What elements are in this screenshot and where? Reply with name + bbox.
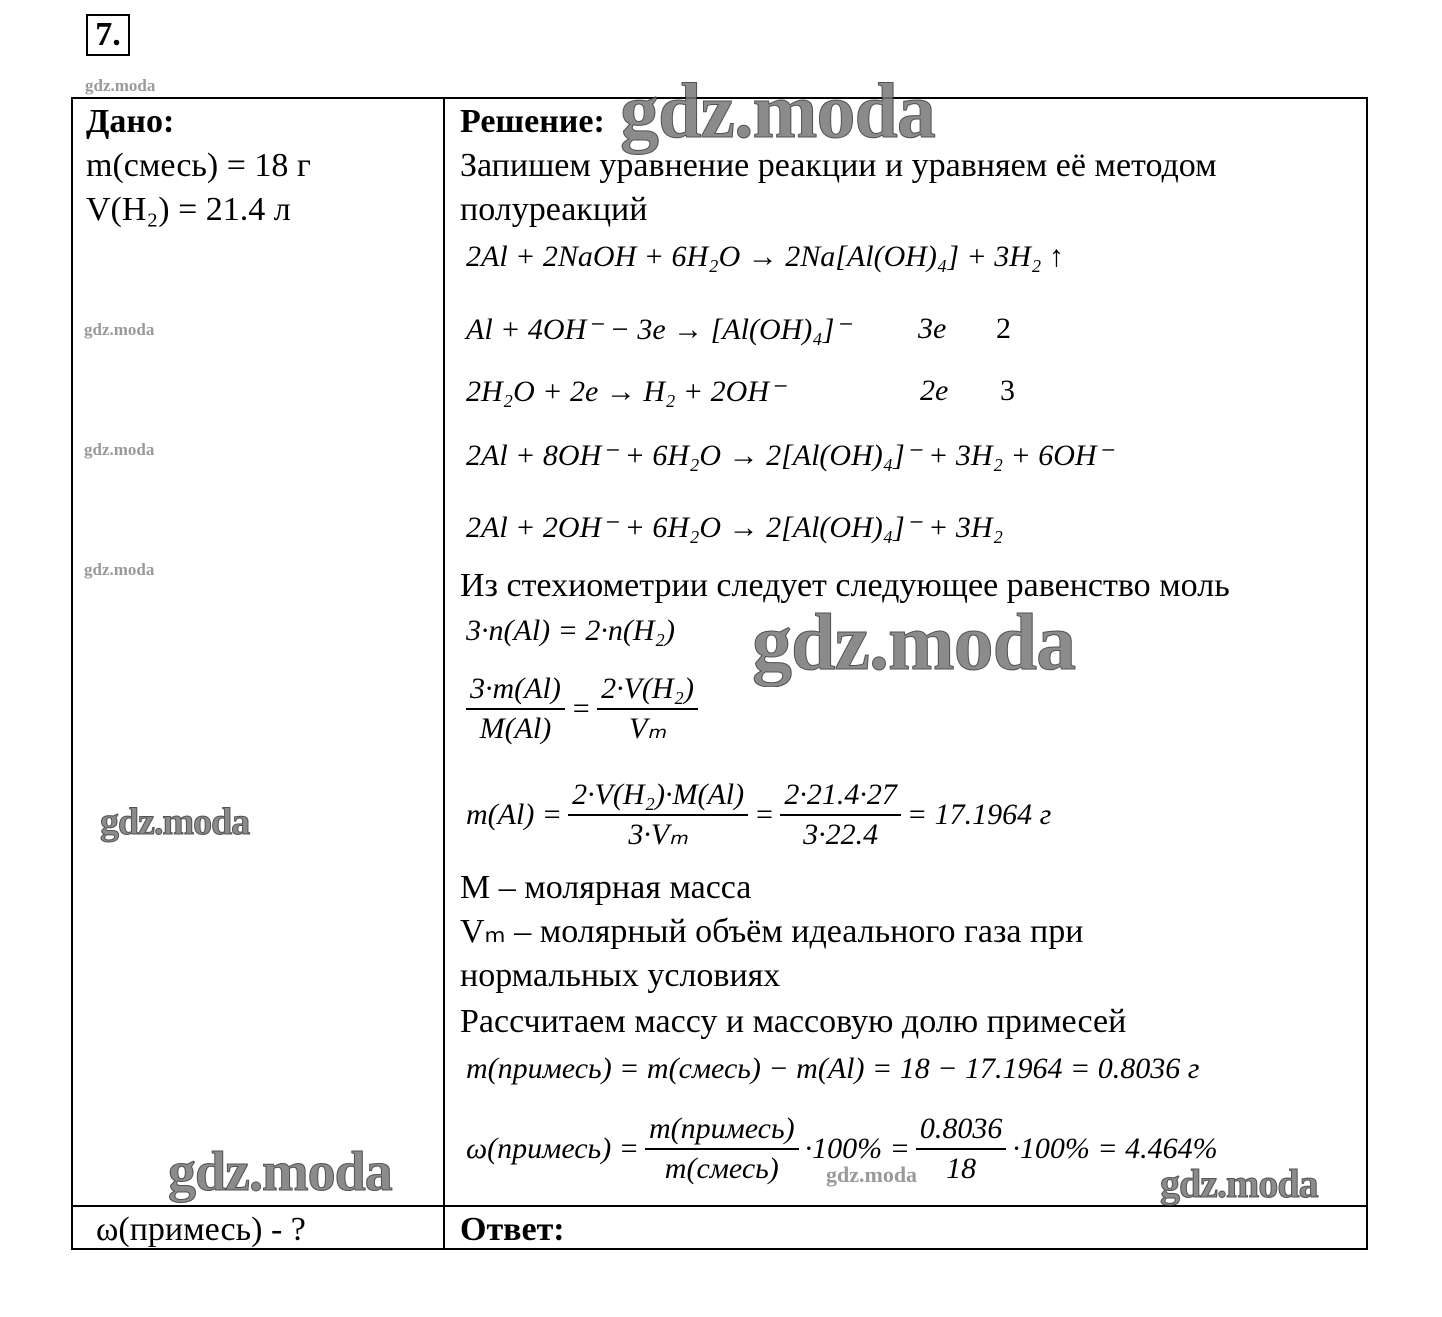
note: нормальных условиях: [460, 957, 781, 994]
lhs: m(Al) =: [466, 798, 563, 831]
equation-molecular: 2Al + 2NaOH + 6H₂O → 2Na[Al(OH)₄] + 3H₂ ↑: [466, 240, 1064, 273]
denominator: m(смесь): [664, 1152, 779, 1185]
watermark: gdz.moda: [826, 1162, 918, 1187]
find-quantity: ω(примесь) - ?: [96, 1211, 306, 1248]
watermark: gdz.moda: [84, 560, 155, 579]
given-title: Дано:: [86, 103, 175, 140]
watermark: gdz.moda: [620, 67, 935, 154]
denominator: 18: [946, 1152, 977, 1185]
equation-ionic-sum: 2Al + 8OH⁻ + 6H₂O → 2[Al(OH)₄]⁻ + 3H₂ + 6OH⁻: [466, 439, 1113, 472]
ratio-formula: [466, 670, 698, 748]
numerator: 0.8036: [916, 1110, 1007, 1150]
answer-label: Ответ:: [460, 1211, 565, 1248]
coefficient: 2: [996, 312, 1011, 345]
mass-al-formula: [466, 776, 1051, 854]
watermark: gdz.moda: [168, 1141, 392, 1203]
denominator: M(Al): [479, 712, 552, 745]
lhs: ω(примесь) =: [466, 1132, 639, 1165]
watermark: gdz.moda: [84, 320, 155, 339]
numerator: 2·21.4·27: [780, 776, 901, 816]
column-divider: [443, 97, 445, 1250]
task-number: 7.: [86, 14, 130, 56]
watermark: gdz.moda: [1160, 1161, 1318, 1206]
coefficient: 3: [1000, 374, 1015, 407]
impurity-mass: m(примесь) = m(смесь) − m(Al) = 18 − 17.1964 = 0.8036 г: [466, 1052, 1200, 1085]
note: Рассчитаем массу и массовую долю примесей: [460, 1003, 1127, 1040]
equation-ionic-short: 2Al + 2OH⁻ + 6H₂O → 2[Al(OH)₄]⁻ + 3H₂: [466, 511, 1003, 544]
electrons: 3e: [918, 312, 947, 345]
equals: =: [570, 692, 592, 725]
half-reaction-oxidation: Al + 4OH⁻ − 3e → [Al(OH)₄]⁻: [466, 313, 851, 346]
given-volume: V(H₂) = 21.4 л: [86, 191, 291, 228]
note: M – молярная масса: [460, 869, 752, 906]
denominator: Vₘ: [629, 712, 667, 745]
mid: ·100% =: [804, 1132, 910, 1165]
electrons: 2e: [920, 374, 949, 407]
result: ·100% = 4.464%: [1012, 1132, 1218, 1165]
watermark: gdz.moda: [85, 76, 156, 95]
note: Vₘ – молярный объём идеального газа при: [460, 913, 1084, 950]
numerator: m(примесь): [645, 1110, 799, 1150]
numerator: 3·m(Al): [466, 670, 565, 710]
solution-title: Решение:: [460, 103, 605, 140]
numerator: 2·V(H₂)·M(Al): [568, 776, 748, 816]
result: = 17.1964 г: [906, 798, 1052, 831]
equals: =: [754, 798, 775, 831]
half-reaction-reduction: 2H₂O + 2e → H₂ + 2OH⁻: [466, 375, 785, 408]
watermark: gdz.moda: [84, 440, 155, 459]
stoich-text: Из стехиометрии следует следующее равенство моль: [460, 567, 1230, 604]
denominator: 3·22.4: [803, 818, 879, 851]
given-mass: m(смесь) = 18 г: [86, 147, 311, 184]
watermark: gdz.moda: [752, 599, 1076, 687]
stoich-equation: 3·n(Al) = 2·n(H₂): [466, 614, 675, 647]
intro-line: Запишем уравнение реакции и уравняем её методом: [460, 147, 1217, 184]
numerator: 2·V(H₂): [597, 670, 698, 710]
watermark: gdz.moda: [100, 801, 250, 843]
intro-line: полуреакций: [460, 191, 648, 228]
denominator: 3·Vₘ: [628, 818, 688, 851]
